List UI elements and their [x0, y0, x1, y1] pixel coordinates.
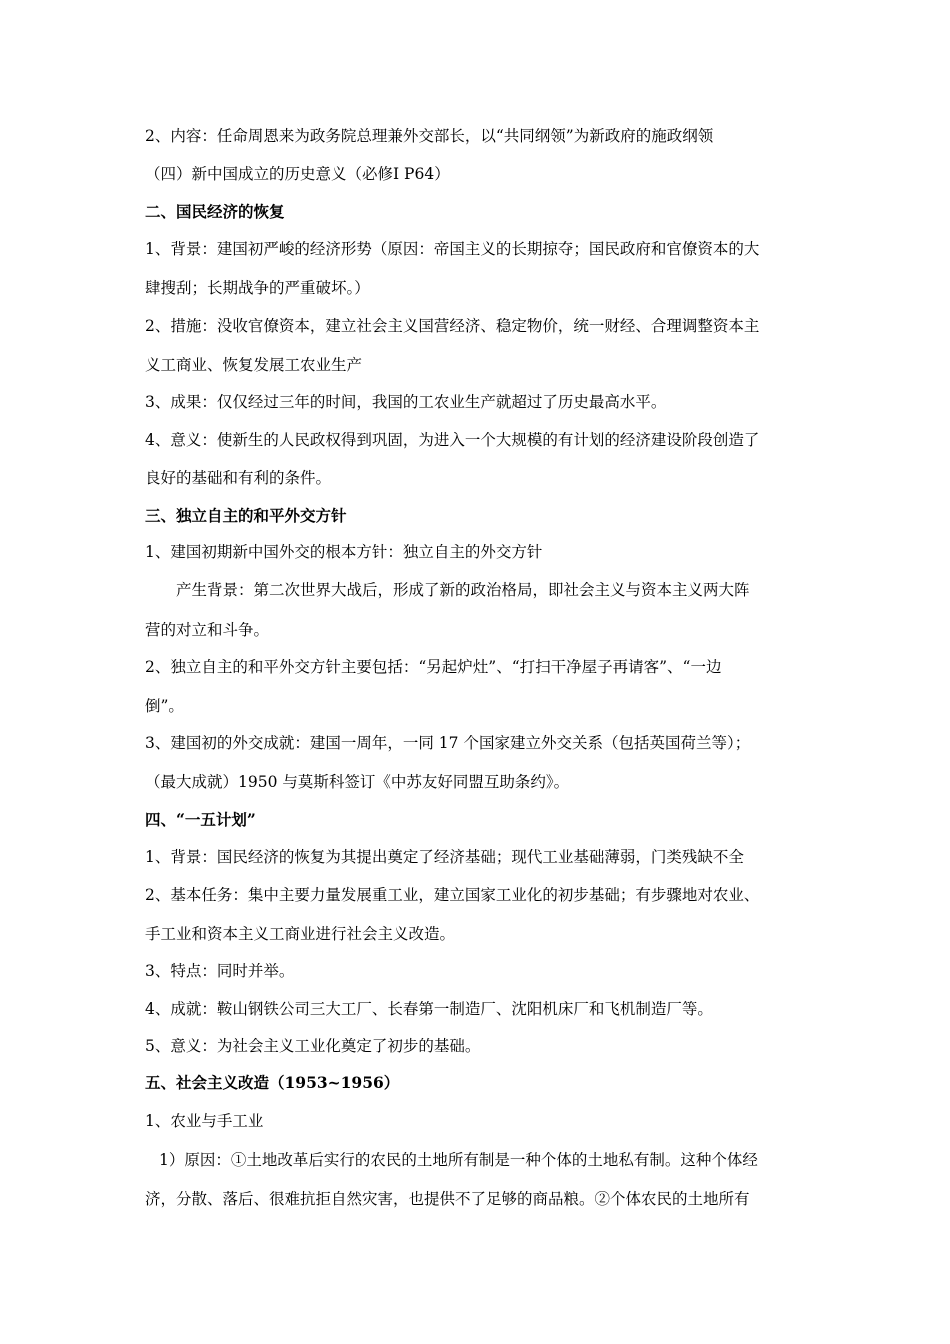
content-line: 2、措施：没收官僚资本，建立社会主义国营经济、稳定物价，统一财经、合理调整资本主	[145, 317, 760, 335]
content-line: （最大成就）1950 与莫斯科签订《中苏友好同盟互助条约》。	[145, 773, 570, 791]
section-heading: 四、“一五计划”	[145, 810, 256, 829]
content-line: 肆搜刮；长期战争的严重破坏。）	[145, 279, 370, 297]
content-line: 产生背景：第二次世界大战后，形成了新的政治格局，即社会主义与资本主义两大阵	[176, 581, 750, 599]
subheading-line: （四）新中国成立的历史意义（必修Ⅰ P64）	[145, 165, 450, 183]
content-line: 4、成就：鞍山钢铁公司三大工厂、长春第一制造厂、沈阳机床厂和飞机制造厂等。	[145, 1000, 713, 1018]
content-line: 2、内容：任命周恩来为政务院总理兼外交部长，以“共同纲领”为新政府的施政纲领	[145, 127, 714, 145]
content-line: 3、特点：同时并举。	[145, 962, 295, 980]
content-line: 3、建国初的外交成就：建国一周年，一同 17 个国家建立外交关系（包括英国荷兰等）；	[145, 734, 751, 752]
content-line: 营的对立和斗争。	[145, 621, 270, 639]
content-line: 1、农业与手工业	[145, 1112, 264, 1130]
content-line: 4、意义：使新生的人民政权得到巩固，为进入一个大规模的有计划的经济建设阶段创造了	[145, 431, 760, 449]
section-heading: 五、社会主义改造（1953~1956）	[145, 1073, 400, 1092]
content-line: 1、背景：建国初严峻的经济形势（原因：帝国主义的长期掠夺；国民政府和官僚资本的大	[145, 240, 760, 258]
content-line: 1、背景：国民经济的恢复为其提出奠定了经济基础；现代工业基础薄弱，门类残缺不全	[145, 848, 744, 866]
content-line: 5、意义：为社会主义工业化奠定了初步的基础。	[145, 1037, 481, 1055]
section-heading: 三、独立自主的和平外交方针	[145, 506, 347, 525]
section-heading: 二、国民经济的恢复	[145, 202, 285, 221]
content-line: 2、基本任务：集中主要力量发展重工业，建立国家工业化的初步基础；有步骤地对农业、	[145, 886, 760, 904]
content-line: 济，分散、落后、很难抗拒自然灾害，也提供不了足够的商品粮。②个体农民的土地所有	[145, 1190, 750, 1208]
content-line: 良好的基础和有利的条件。	[145, 469, 332, 487]
content-line: 1、建国初期新中国外交的根本方针：独立自主的外交方针	[145, 543, 543, 561]
content-line: 1）原因：①土地改革后实行的农民的土地所有制是一种个体的土地私有制。这种个体经	[159, 1151, 758, 1169]
content-line: 手工业和资本主义工商业进行社会主义改造。	[145, 925, 456, 943]
content-line: 义工商业、恢复发展工农业生产	[145, 356, 363, 374]
content-line: 2、独立自主的和平外交方针主要包括：“另起炉灶”、“打扫干净屋子再请客”、“一边	[145, 658, 722, 676]
content-line: 3、成果：仅仅经过三年的时间，我国的工农业生产就超过了历史最高水平。	[145, 393, 667, 411]
content-line: 倒”。	[145, 697, 184, 715]
